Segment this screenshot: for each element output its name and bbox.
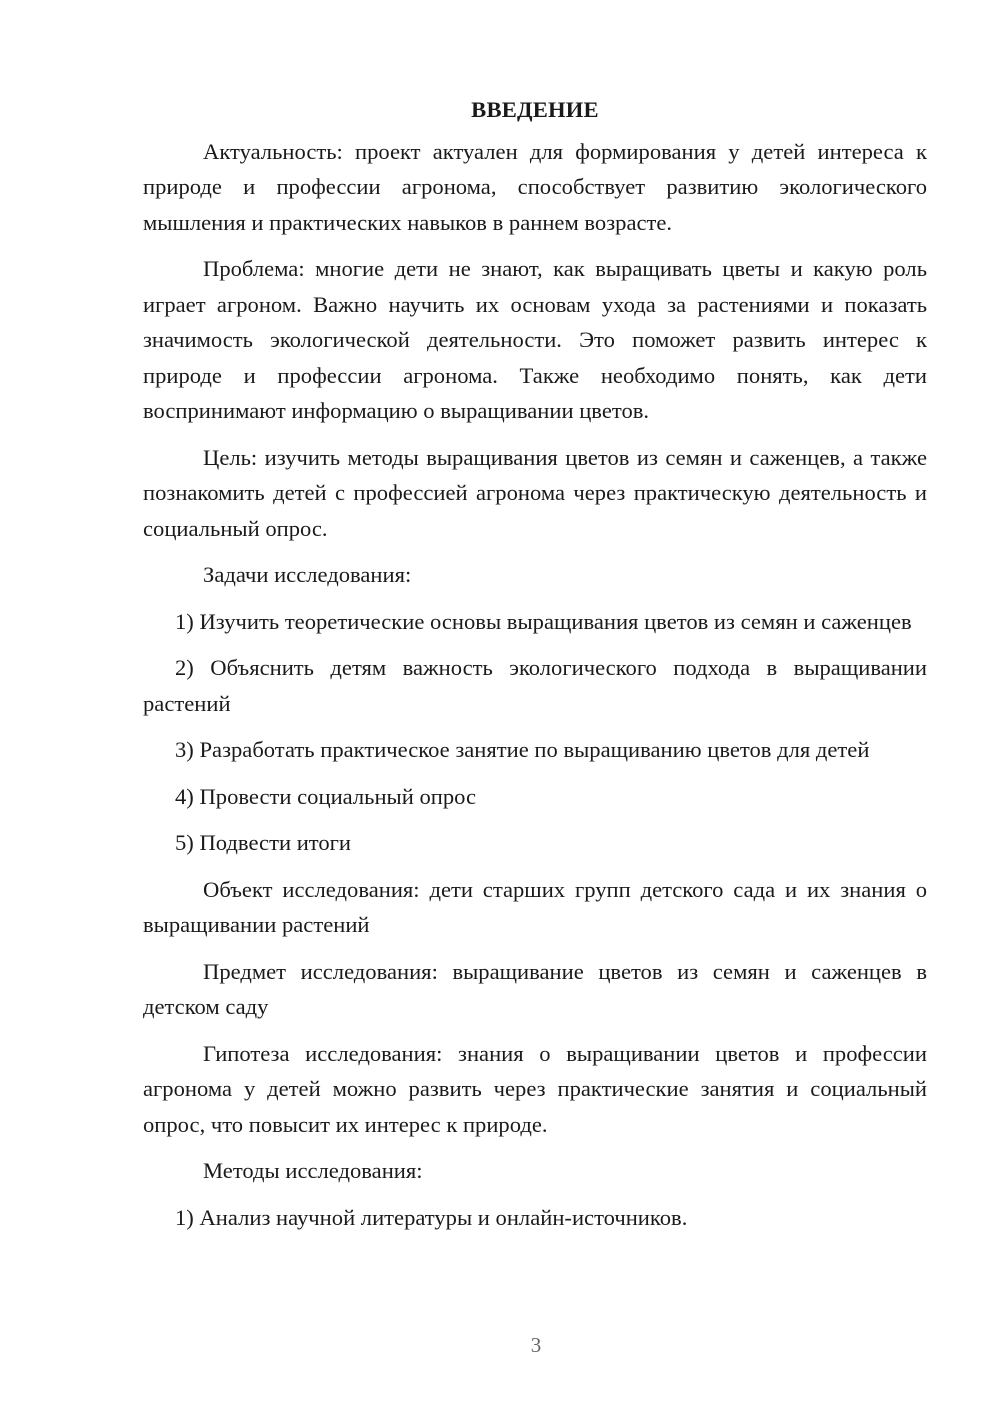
- relevance-paragraph: Актуальность: проект актуален для формирования у детей интереса к природе и профессии агронома, способствует развитию экологического мышления и практических навыков в раннем возрасте.: [143, 138, 927, 235]
- problem-paragraph: Проблема: многие дети не знают, как выращивать цветы и какую роль играет агроном. Важно научить их основам ухода за растениями и показать значимость экологической деятельности. Это поможет развить интерес к природе и профессии агронома. Также необходимо понять, как дети воспринимают информацию о выращивании цветов.: [143, 256, 927, 423]
- task-item-2: 2) Объяснить детям важность экологического подхода в выращивании растений: [143, 655, 927, 716]
- object-paragraph: Объект исследования: дети старших групп детского сада и их знания о выращивании растений: [143, 876, 927, 937]
- task-item-1: 1) Изучить теоретические основы выращивания цветов из семян и саженцев: [175, 608, 912, 634]
- tasks-title: Задачи исследования:: [203, 562, 412, 587]
- task-item-4: 4) Провести социальный опрос: [175, 783, 477, 809]
- hypothesis-paragraph: Гипотеза исследования: знания о выращивании цветов и профессии агронома у детей можно развить через практические занятия и социальный опрос, что повысит их интерес к природе.: [143, 1040, 927, 1137]
- method-item-1: 1) Анализ научной литературы и онлайн-источников.: [175, 1204, 688, 1230]
- task-item-3: 3) Разработать практическое занятие по выращиванию цветов для детей: [175, 737, 870, 762]
- subject-paragraph: Предмет исследования: выращивание цветов из семян и саженцев в детском саду: [143, 958, 927, 1019]
- methods-title: Методы исследования:: [203, 1158, 423, 1183]
- task-item-5: 5) Подвести итоги: [175, 830, 352, 855]
- goal-paragraph: Цель: изучить методы выращивания цветов из семян и саженцев, а также познакомить детей с профессией агронома через практическую деятельность и социальный опрос.: [143, 444, 927, 541]
- document-page: [143, 92, 927, 1246]
- section-heading: ВВЕДЕНИЕ: [471, 97, 599, 122]
- page-number: 3: [530, 1333, 542, 1357]
